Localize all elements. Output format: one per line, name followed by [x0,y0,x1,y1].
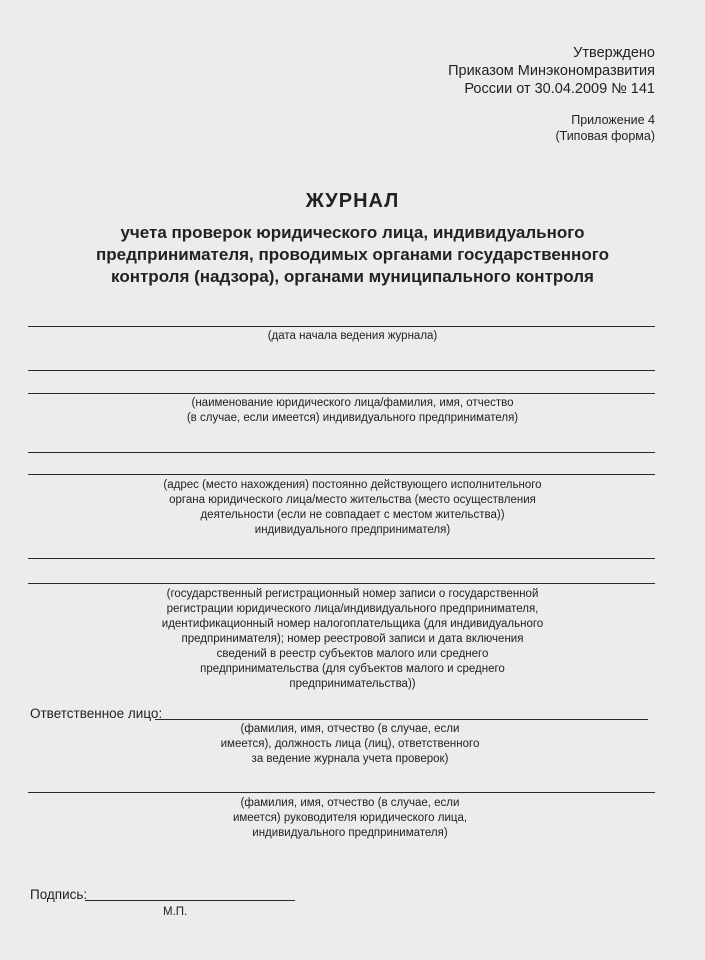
entity-name-caption [0,396,705,426]
caption-line: органа юридического лица/место жительства (место осуществления [169,494,536,506]
responsible-caption [170,722,530,767]
caption-line: индивидуального предпринимателя) [254,524,451,536]
caption-line: имеется) руководителя юридического лица, [232,812,468,824]
caption-line: (фамилия, имя, отчество (в случае, если [240,723,460,735]
document-subtitle [40,222,665,288]
address-caption [0,478,705,538]
caption-line: (государственный регистрационный номер записи о государственной [166,588,539,600]
caption-line: сведений в реестр субъектов малого или среднего [216,648,489,660]
caption-line: (наименование юридического лица/фамилия, имя, отчество [191,397,514,409]
caption-line: (адрес (место нахождения) постоянно действующего исполнительного [163,479,542,491]
subtitle-line: предпринимателя, проводимых органами государственного [96,245,609,264]
caption-line: (в случае, если имеется) индивидуального предпринимателя) [186,412,519,424]
responsible-field[interactable] [155,719,648,720]
entity-name-field-2[interactable] [28,393,655,394]
head-field[interactable] [28,792,655,793]
caption-line: за ведение журнала учета проверок) [251,753,449,765]
caption-line: предпринимательства (для субъектов малого и среднего [200,663,505,675]
caption-line: имеется), должность лица (лиц), ответственного [220,738,480,750]
appendix-line: Приложение 4 [571,113,655,127]
approval-block [448,44,655,98]
appendix-line: (Типовая форма) [555,129,655,143]
address-field-1[interactable] [28,452,655,453]
caption-line: индивидуального предпринимателя) [252,827,448,839]
responsible-label: Ответственное лицо: [30,706,163,721]
caption-line: деятельности (если не совпадает с местом жительства)) [200,509,505,521]
address-field-2[interactable] [28,474,655,475]
approval-line: Утверждено [573,45,655,61]
appendix-block [555,112,655,144]
head-caption [170,796,530,841]
document-title: ЖУРНАЛ [305,190,400,212]
subtitle-line: учета проверок юридического лица, индивидуального [120,223,585,242]
caption-line: предпринимателя); номер реестровой записи и дата включения [181,633,524,645]
caption-line: регистрации юридического лица/индивидуального предпринимателя, [166,603,539,615]
caption-line: (фамилия, имя, отчество (в случае, если [240,797,460,809]
approval-line: Приказом Минэкономразвития [448,63,655,79]
caption-line: идентификационный номер налогоплательщика (для индивидуального [161,618,544,630]
caption-line: (дата начала ведения журнала) [267,330,438,342]
entity-name-field-1[interactable] [28,370,655,371]
signature-field[interactable] [85,900,295,901]
start-date-caption [0,329,705,344]
registration-caption [0,587,705,692]
start-date-field[interactable] [28,326,655,327]
registration-field-2[interactable] [28,583,655,584]
stamp-label: М.П. [163,906,188,918]
subtitle-line: контроля (надзора), органами муниципального контроля [111,267,594,286]
caption-line: предпринимательства)) [289,678,416,690]
approval-line: России от 30.04.2009 № 141 [464,81,655,97]
registration-field-1[interactable] [28,558,655,559]
signature-label: Подпись: [30,887,88,902]
